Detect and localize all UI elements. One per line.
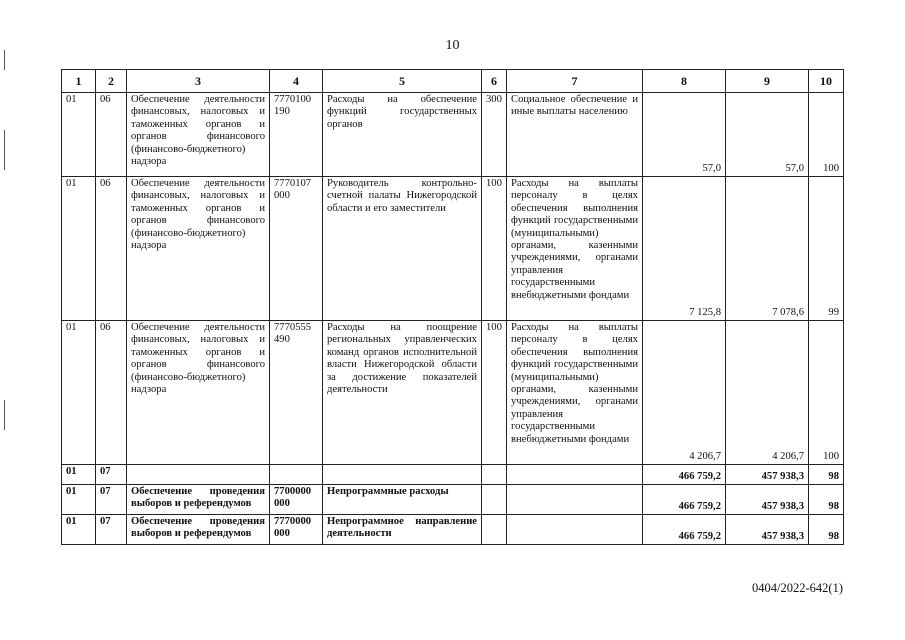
cell-section: 01 (62, 485, 96, 515)
table-row (62, 93, 844, 177)
cell-target-name: Непрограммные расходы (323, 485, 482, 515)
header-row (62, 70, 844, 93)
cell-section: 01 (62, 93, 96, 177)
cell-target-code: 7770555 490 (270, 321, 323, 465)
cell-target-code: 7770107 000 (270, 177, 323, 321)
cell-target-name: Расходы на поощрение региональных управленческих команд органов исполнительной власти Нижегородской области за достижение показателей деятельности (323, 321, 482, 465)
cell-target-name: Расходы на обеспечение функций государственных органов (323, 93, 482, 177)
cell-target-code (270, 465, 323, 485)
column-header: 3 (127, 70, 270, 93)
table-row (62, 177, 844, 321)
cell-expense-type: 300 (482, 93, 507, 177)
cell-planned: 466 759,2 (643, 485, 726, 515)
cell-section: 01 (62, 177, 96, 321)
cell-section-name: Обеспечение деятельности финансовых, налоговых и таможенных органов и органов финансового (финансово-бюджетного) надзора (127, 177, 270, 321)
column-header: 8 (643, 70, 726, 93)
column-header: 9 (726, 70, 809, 93)
column-header: 10 (809, 70, 844, 93)
cell-subsection: 06 (96, 177, 127, 321)
cell-executed: 457 938,3 (726, 515, 809, 545)
cell-percent: 98 (809, 515, 844, 545)
cell-section-name (127, 465, 270, 485)
column-header: 1 (62, 70, 96, 93)
cell-subsection: 07 (96, 515, 127, 545)
cell-percent: 100 (809, 321, 844, 465)
column-header: 5 (323, 70, 482, 93)
cell-subsection: 07 (96, 485, 127, 515)
cell-percent: 99 (809, 177, 844, 321)
column-header: 6 (482, 70, 507, 93)
cell-expense-type (482, 515, 507, 545)
cell-expense-type: 100 (482, 177, 507, 321)
cell-expense-type (482, 465, 507, 485)
cell-expense-type: 100 (482, 321, 507, 465)
scan-edge-mark (4, 400, 5, 430)
cell-section: 01 (62, 515, 96, 545)
cell-planned: 466 759,2 (643, 515, 726, 545)
table-row (62, 485, 844, 515)
table-row (62, 321, 844, 465)
cell-subsection: 06 (96, 93, 127, 177)
column-header: 7 (507, 70, 643, 93)
cell-planned: 466 759,2 (643, 465, 726, 485)
cell-section: 01 (62, 465, 96, 485)
cell-subsection: 06 (96, 321, 127, 465)
cell-planned: 57,0 (643, 93, 726, 177)
cell-executed: 457 938,3 (726, 465, 809, 485)
cell-executed: 4 206,7 (726, 321, 809, 465)
cell-target-name: Руководитель контрольно-счетной палаты Нижегородской области и его заместители (323, 177, 482, 321)
table-row (62, 465, 844, 485)
cell-subsection: 07 (96, 465, 127, 485)
table-row (62, 515, 844, 545)
cell-section-name: Обеспечение проведения выборов и референдумов (127, 515, 270, 545)
cell-expense-name (507, 465, 643, 485)
cell-expense-name: Социальное обеспечение и иные выплаты населению (507, 93, 643, 177)
cell-target-name (323, 465, 482, 485)
column-header: 2 (96, 70, 127, 93)
cell-expense-name (507, 515, 643, 545)
column-header: 4 (270, 70, 323, 93)
cell-section: 01 (62, 321, 96, 465)
budget-table (61, 69, 844, 545)
cell-executed: 57,0 (726, 93, 809, 177)
cell-section-name: Обеспечение деятельности финансовых, налоговых и таможенных органов и органов финансового (финансово-бюджетного) надзора (127, 321, 270, 465)
cell-expense-name: Расходы на выплаты персоналу в целях обеспечения выполнения функций государственными (муниципальными) органами, казенными учреждениями, органами управления государственными внебюджетными фондами (507, 177, 643, 321)
cell-target-code: 7770100 190 (270, 93, 323, 177)
cell-expense-type (482, 485, 507, 515)
cell-percent: 98 (809, 485, 844, 515)
cell-target-name: Непрограммное направление деятельности (323, 515, 482, 545)
cell-percent: 100 (809, 93, 844, 177)
cell-target-code: 7770000 000 (270, 515, 323, 545)
cell-planned: 7 125,8 (643, 177, 726, 321)
scan-edge-mark (4, 130, 5, 170)
cell-target-code: 7700000 000 (270, 485, 323, 515)
cell-executed: 7 078,6 (726, 177, 809, 321)
cell-section-name: Обеспечение деятельности финансовых, налоговых и таможенных органов и органов финансового (финансово-бюджетного) надзора (127, 93, 270, 177)
cell-planned: 4 206,7 (643, 321, 726, 465)
cell-percent: 98 (809, 465, 844, 485)
cell-expense-name: Расходы на выплаты персоналу в целях обеспечения выполнения функций государственными (муниципальными) органами, казенными учреждениями, органами управления государственными внебюджетными фондами (507, 321, 643, 465)
document-code: 0404/2022-642(1) (752, 581, 843, 595)
budget-table-container (61, 69, 844, 545)
cell-expense-name (507, 485, 643, 515)
cell-section-name: Обеспечение проведения выборов и референдумов (127, 485, 270, 515)
cell-executed: 457 938,3 (726, 485, 809, 515)
page-number: 10 (445, 38, 460, 53)
